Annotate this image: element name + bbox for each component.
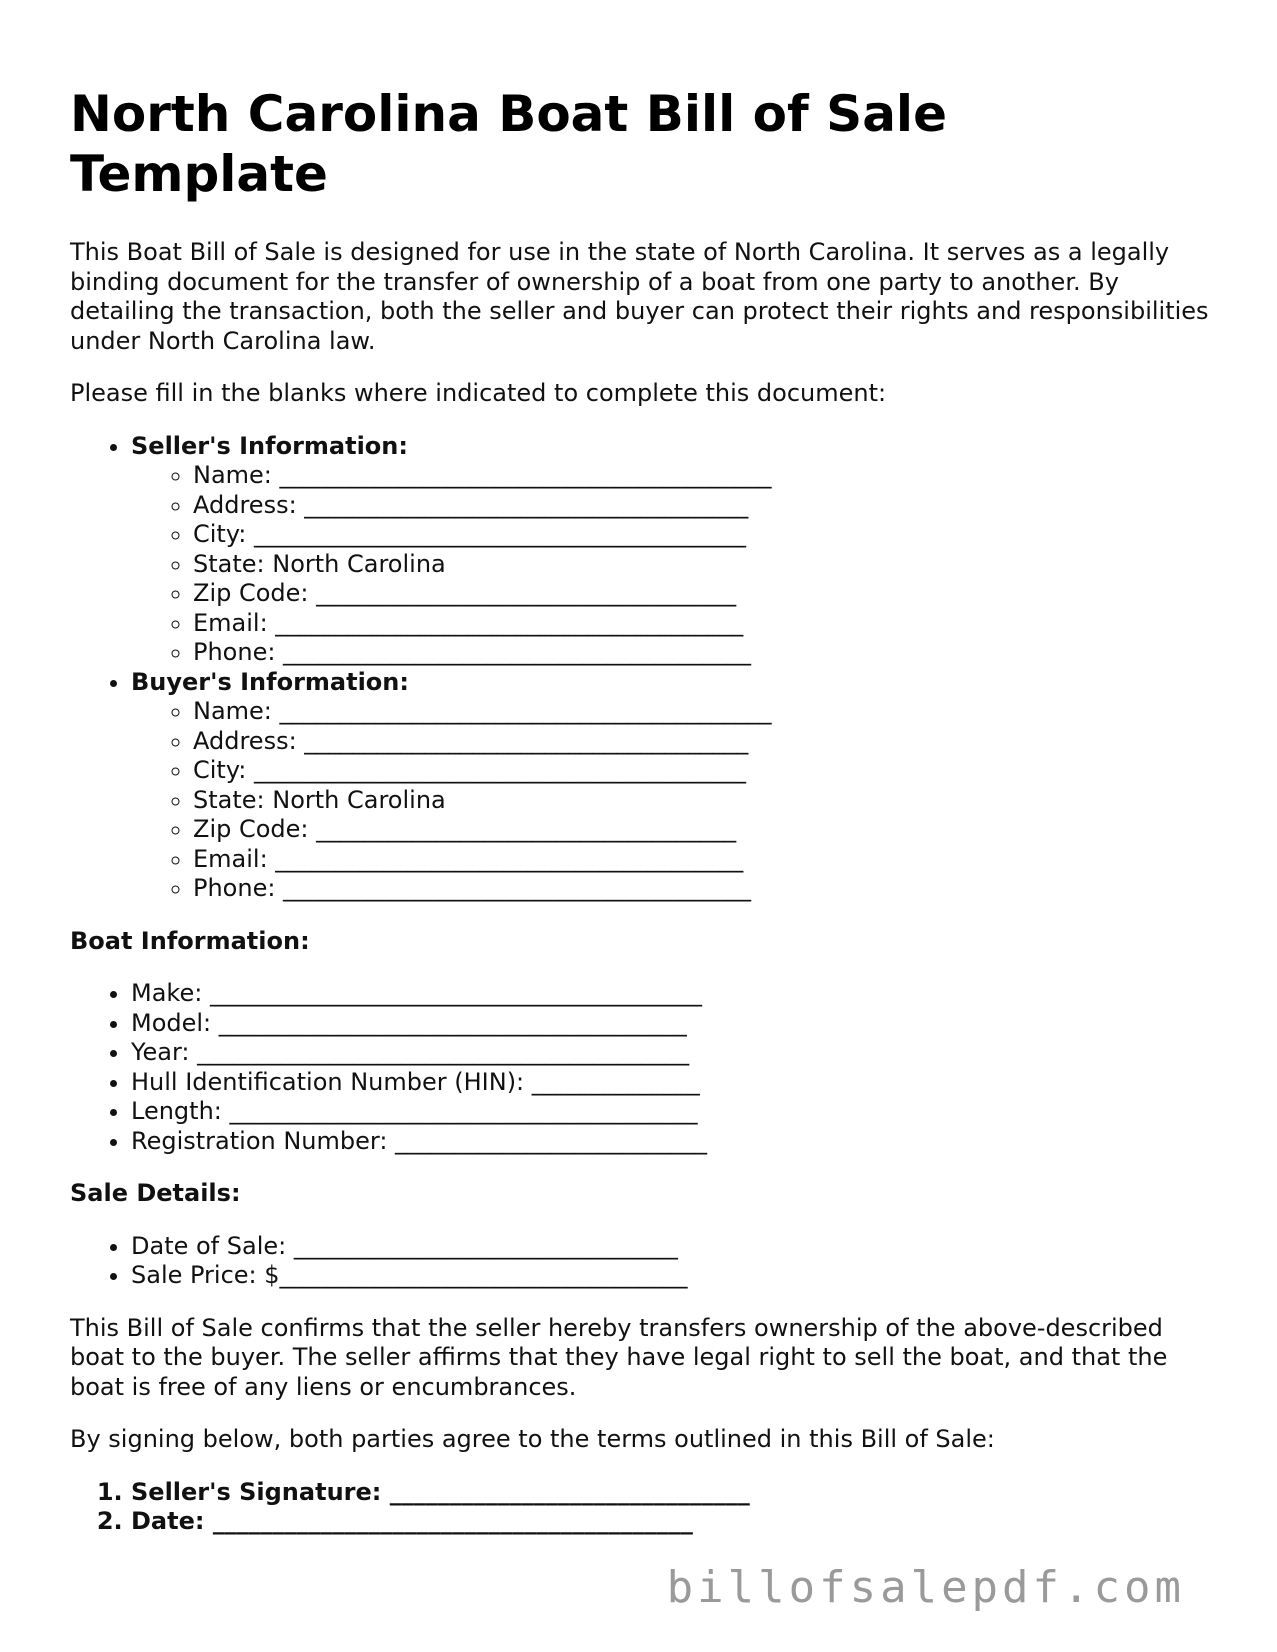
boat-length-field[interactable]: • Length: _______________________________________ bbox=[131, 1097, 1220, 1127]
sale-price-field[interactable]: • Sale Price: $__________________________________ bbox=[131, 1261, 1220, 1291]
signature-date-field[interactable]: 2. Date: ________________________________________ bbox=[131, 1507, 1220, 1537]
signature-list bbox=[70, 1478, 1220, 1537]
seller-signature-field[interactable]: 1. Seller's Signature: ______________________________ bbox=[131, 1478, 1220, 1508]
seller-name-field[interactable]: ◦ Name: _________________________________________ bbox=[193, 461, 1220, 491]
seller-heading: Seller's Information: bbox=[131, 431, 408, 460]
buyer-zip-field[interactable]: ◦ Zip Code: ___________________________________ bbox=[193, 815, 1220, 845]
seller-city-field[interactable]: ◦ City: _________________________________________ bbox=[193, 520, 1220, 550]
buyer-city-field[interactable]: ◦ City: _________________________________________ bbox=[193, 756, 1220, 786]
buyer-heading: Buyer's Information: bbox=[131, 667, 409, 696]
agreement-paragraph: By signing below, both parties agree to the terms outlined in this Bill of Sale: bbox=[70, 1425, 995, 1453]
boat-hin-field[interactable]: • Hull Identification Number (HIN): ______________ bbox=[131, 1068, 1220, 1098]
instruction-paragraph: Please fill in the blanks where indicated to complete this document: bbox=[70, 379, 887, 407]
sale-date-field[interactable]: • Date of Sale: ________________________________ bbox=[131, 1232, 1220, 1262]
seller-phone-field[interactable]: ◦ Phone: _______________________________________ bbox=[193, 638, 1220, 668]
buyer-section bbox=[131, 668, 1220, 904]
sale-fields bbox=[70, 1232, 1220, 1291]
boat-make-field[interactable]: • Make: _________________________________________ bbox=[131, 979, 1220, 1009]
buyer-phone-field[interactable]: ◦ Phone: _______________________________________ bbox=[193, 874, 1220, 904]
buyer-name-field[interactable]: ◦ Name: _________________________________________ bbox=[193, 697, 1220, 727]
document-page bbox=[70, 84, 1220, 1560]
seller-zip-field[interactable]: ◦ Zip Code: ___________________________________ bbox=[193, 579, 1220, 609]
boat-fields bbox=[70, 979, 1220, 1156]
seller-section bbox=[131, 432, 1220, 668]
watermark-text: billofsalepdf.com bbox=[666, 1562, 1185, 1613]
parties-list bbox=[70, 432, 1220, 904]
boat-year-field[interactable]: • Year: _________________________________________ bbox=[131, 1038, 1220, 1068]
seller-fields bbox=[131, 461, 1220, 668]
sale-heading: Sale Details: bbox=[70, 1179, 241, 1207]
boat-heading: Boat Information: bbox=[70, 926, 310, 955]
buyer-fields bbox=[131, 697, 1220, 904]
boat-model-field[interactable]: • Model: _______________________________________ bbox=[131, 1009, 1220, 1039]
seller-address-field[interactable]: ◦ Address: _____________________________________ bbox=[193, 491, 1220, 521]
intro-paragraph: This Boat Bill of Sale is designed for use in the state of North Carolina. It serves as a legally binding document for the transfer of ownership of a boat from one party to another. By detailing the transaction, both the seller and buyer can protect their rights and responsibilities under North Carolina law. bbox=[70, 238, 1209, 355]
seller-state-field: ◦ State: North Carolina bbox=[193, 550, 1220, 580]
buyer-address-field[interactable]: ◦ Address: _____________________________________ bbox=[193, 727, 1220, 757]
seller-email-field[interactable]: ◦ Email: _______________________________________ bbox=[193, 609, 1220, 639]
buyer-email-field[interactable]: ◦ Email: _______________________________________ bbox=[193, 845, 1220, 875]
confirmation-paragraph: This Bill of Sale confirms that the seller hereby transfers ownership of the above-described boat to the buyer. The seller affirms that they have legal right to sell the boat, and that the boat is free of any liens or encumbrances. bbox=[70, 1313, 1168, 1401]
boat-registration-field[interactable]: • Registration Number: __________________________ bbox=[131, 1127, 1220, 1157]
page-title: North Carolina Boat Bill of Sale Template bbox=[70, 85, 947, 203]
buyer-state-field: ◦ State: North Carolina bbox=[193, 786, 1220, 816]
